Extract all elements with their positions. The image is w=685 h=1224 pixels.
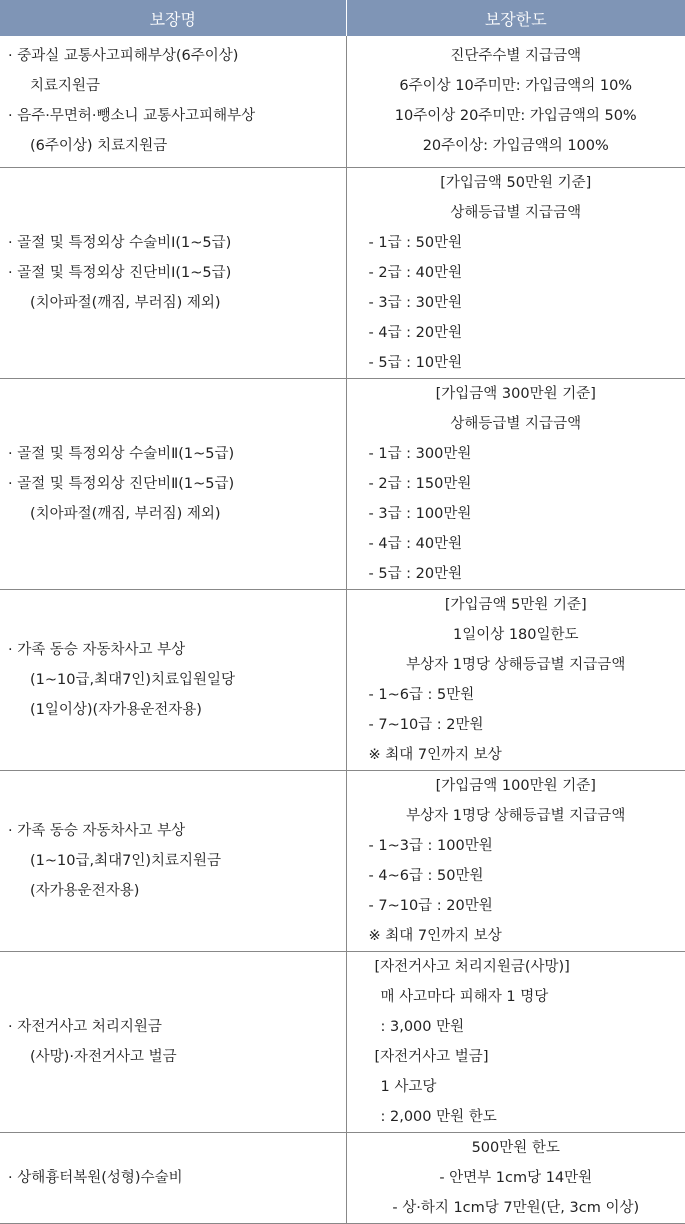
coverage-limit-line: - 5급 : 10만원: [347, 348, 685, 378]
coverage-name-line: (1일이상)(자가용운전자용): [8, 695, 346, 725]
coverage-limit-line: 1일이상 180일한도: [347, 620, 685, 650]
coverage-name-line: (6주이상) 치료지원금: [8, 131, 346, 161]
coverage-limit-line: 매 사고마다 피해자 1 명당: [375, 982, 685, 1012]
coverage-name-line: (사망)·자전거사고 벌금: [8, 1042, 346, 1072]
coverage-name-line: (치아파절(깨짐, 부러짐) 제외): [8, 288, 346, 318]
table-row: [0, 951, 685, 1132]
table-row: [0, 378, 685, 589]
coverage-limit-line: - 2급 : 40만원: [347, 258, 685, 288]
coverage-name-cell: [0, 951, 346, 1132]
header-coverage-name: 보장명: [0, 0, 346, 36]
coverage-name-line: · 골절 및 특정외상 수술비Ⅰ(1~5급): [8, 228, 346, 258]
coverage-limit-cell: [346, 36, 685, 167]
coverage-limit-line: - 4급 : 40만원: [347, 529, 685, 559]
header-coverage-limit: 보장한도: [346, 0, 685, 36]
coverage-limit-line: 1 사고당: [375, 1072, 685, 1102]
coverage-limit-line: 10주이상 20주미만: 가입금액의 50%: [347, 101, 685, 131]
coverage-limit-line: [가입금액 50만원 기준]: [347, 168, 685, 198]
coverage-limit-line: [가입금액 100만원 기준]: [347, 771, 685, 801]
coverage-limit-line: - 1~6급 : 5만원: [347, 680, 685, 710]
coverage-limit-line: - 상·하지 1cm당 7만원(단, 3cm 이상): [347, 1193, 685, 1223]
coverage-limit-line: - 안면부 1cm당 14만원: [347, 1163, 685, 1193]
table-header-row: [0, 0, 685, 36]
coverage-limit-line: 부상자 1명당 상해등급별 지급금액: [347, 650, 685, 680]
coverage-name-line: · 골절 및 특정외상 수술비Ⅱ(1~5급): [8, 439, 346, 469]
coverage-limit-line: 500만원 한도: [347, 1133, 685, 1163]
coverage-name-cell: [0, 36, 346, 167]
coverage-limit-cell: [346, 589, 685, 770]
coverage-name-cell: [0, 770, 346, 951]
table-row: [0, 1132, 685, 1223]
coverage-limit-line: 부상자 1명당 상해등급별 지급금액: [347, 801, 685, 831]
coverage-limit-line: 진단주수별 지급금액: [347, 41, 685, 71]
coverage-name-line: 치료지원금: [8, 71, 346, 101]
coverage-name-cell: [0, 1132, 346, 1223]
coverage-name-line: (치아파절(깨짐, 부러짐) 제외): [8, 499, 346, 529]
coverage-limit-line: : 2,000 만원 한도: [375, 1102, 685, 1132]
coverage-limit-line: - 7~10급 : 2만원: [347, 710, 685, 740]
coverage-limit-line: : 3,000 만원: [375, 1012, 685, 1042]
coverage-limit-line: - 3급 : 100만원: [347, 499, 685, 529]
coverage-limit-line: ※ 최대 7인까지 보상: [347, 921, 685, 951]
coverage-name-line: · 골절 및 특정외상 진단비Ⅰ(1~5급): [8, 258, 346, 288]
coverage-name-line: · 상해흉터복원(성형)수술비: [8, 1163, 346, 1193]
coverage-name-line: · 자전거사고 처리지원금: [8, 1012, 346, 1042]
coverage-limit-line: - 3급 : 30만원: [347, 288, 685, 318]
coverage-name-line: (1~10급,최대7인)치료입원일당: [8, 665, 346, 695]
coverage-limit-cell: [346, 951, 685, 1132]
table-row: [0, 589, 685, 770]
coverage-name-line: · 골절 및 특정외상 진단비Ⅱ(1~5급): [8, 469, 346, 499]
coverage-limit-line: - 5급 : 20만원: [347, 559, 685, 589]
coverage-limit-cell: [346, 770, 685, 951]
coverage-limit-line: 6주이상 10주미만: 가입금액의 10%: [347, 71, 685, 101]
coverage-limit-line: - 7~10급 : 20만원: [347, 891, 685, 921]
coverage-limit-line: [자전거사고 처리지원금(사망)]: [375, 952, 685, 982]
coverage-limit-cell: [346, 1132, 685, 1223]
coverage-name-cell: [0, 378, 346, 589]
coverage-limit-line: - 2급 : 150만원: [347, 469, 685, 499]
coverage-name-line: (자가용운전자용): [8, 876, 346, 906]
coverage-limit-line: 상해등급별 지급금액: [347, 198, 685, 228]
coverage-limit-cell: [346, 167, 685, 378]
coverage-limit-line: [가입금액 5만원 기준]: [347, 590, 685, 620]
table-row: [0, 167, 685, 378]
table-row: [0, 770, 685, 951]
coverage-limit-line: [가입금액 300만원 기준]: [347, 379, 685, 409]
coverage-name-line: · 가족 동승 자동차사고 부상: [8, 816, 346, 846]
coverage-limit-line: - 4급 : 20만원: [347, 318, 685, 348]
table-row: [0, 36, 685, 167]
coverage-limit-line: - 1~3급 : 100만원: [347, 831, 685, 861]
coverage-limit-line: - 4~6급 : 50만원: [347, 861, 685, 891]
coverage-name-line: · 가족 동승 자동차사고 부상: [8, 635, 346, 665]
coverage-limit-line: - 1급 : 50만원: [347, 228, 685, 258]
coverage-limit-line: [자전거사고 벌금]: [375, 1042, 685, 1072]
coverage-name-line: · 중과실 교통사고피해부상(6주이상): [8, 41, 346, 71]
coverage-limit-line: - 1급 : 300만원: [347, 439, 685, 469]
coverage-name-cell: [0, 167, 346, 378]
coverage-limit-line: 상해등급별 지급금액: [347, 409, 685, 439]
coverage-name-cell: [0, 589, 346, 770]
coverage-limit-cell: [346, 378, 685, 589]
coverage-limit-line: ※ 최대 7인까지 보상: [347, 740, 685, 770]
coverage-limit-line: 20주이상: 가입금액의 100%: [347, 131, 685, 161]
coverage-name-line: (1~10급,최대7인)치료지원금: [8, 846, 346, 876]
coverage-name-line: · 음주·무면허·뺑소니 교통사고피해부상: [8, 101, 346, 131]
